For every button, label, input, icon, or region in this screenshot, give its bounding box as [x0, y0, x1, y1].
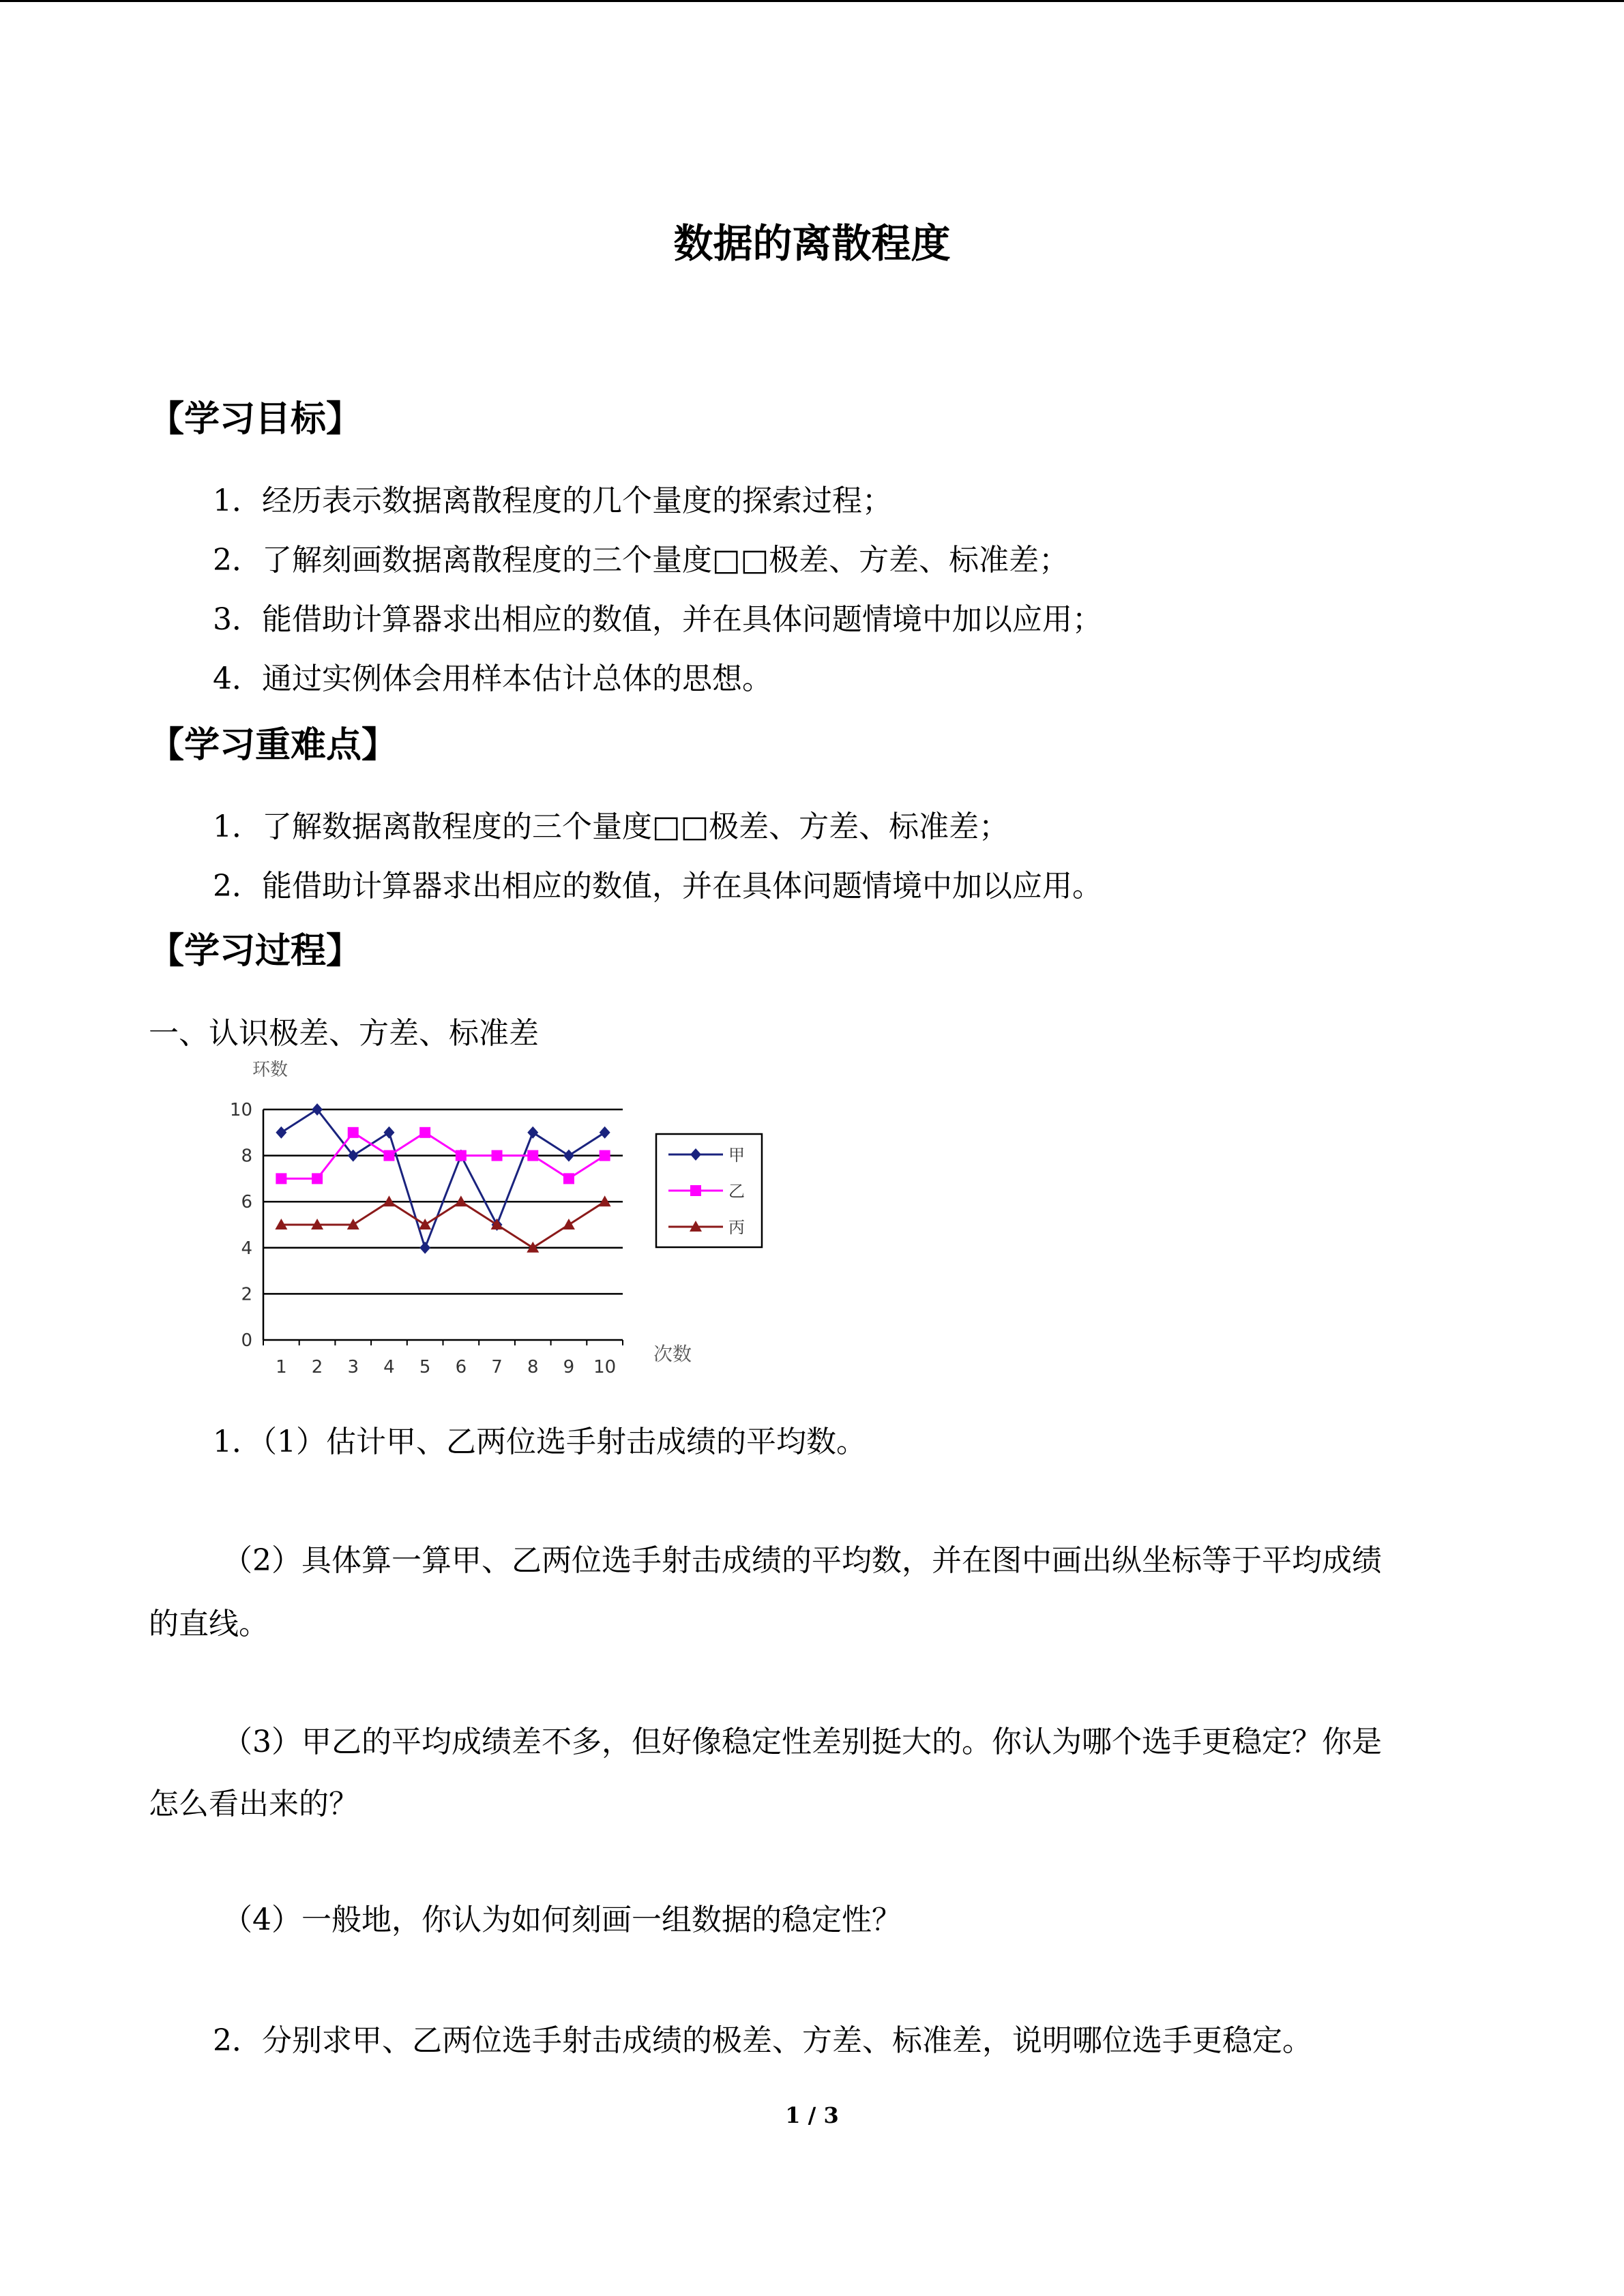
question-1-1: 1．（1）估计甲、乙两位选手射击成绩的平均数。	[213, 1425, 866, 1459]
top-border-line	[0, 0, 1624, 2]
y-tick-label: 10	[229, 1100, 252, 1120]
y-tick-label: 6	[241, 1192, 252, 1213]
series-2-point	[312, 1173, 323, 1184]
goal-item-4: 4．通过实例体会用样本估计总体的思想。	[213, 661, 772, 696]
series-2-point	[527, 1150, 538, 1161]
x-tick-label: 7	[491, 1357, 503, 1377]
legend-label-3: 丙	[728, 1218, 745, 1237]
question-2: 2．分别求甲、乙两位选手射击成绩的极差、方差、标准差，说明哪位选手更稳定。	[213, 2023, 1312, 2058]
x-tick-label: 5	[419, 1357, 431, 1377]
series-2-point	[563, 1173, 574, 1184]
process-subheading: 一、认识极差、方差、标准差	[149, 1016, 539, 1051]
page-number: 1 / 3	[785, 2102, 839, 2128]
x-tick-label: 6	[455, 1357, 467, 1377]
series-2-point	[456, 1150, 467, 1161]
x-tick-label: 9	[563, 1357, 575, 1377]
series-3-point	[563, 1219, 575, 1229]
series-line-3	[281, 1202, 604, 1248]
series-1-point	[419, 1242, 430, 1254]
x-tick-label: 4	[383, 1357, 395, 1377]
question-1-2-line2: 的直线。	[149, 1607, 269, 1641]
question-1-3-line2: 怎么看出来的？	[149, 1787, 359, 1821]
series-1-point	[563, 1150, 574, 1162]
y-tick-label: 0	[241, 1330, 252, 1351]
series-1-point	[276, 1127, 286, 1139]
y-tick-label: 4	[241, 1238, 252, 1259]
y-axis-label: 环数	[252, 1060, 289, 1080]
series-2-point	[348, 1127, 359, 1138]
question-1-3-line1: （3）甲乙的平均成绩差不多，但好像稳定性差别挺大的。你认为哪个选手更稳定？你是	[222, 1725, 1382, 1759]
x-tick-label: 10	[593, 1357, 617, 1377]
question-1-4: （4）一般地，你认为如何刻画一组数据的稳定性？	[222, 1903, 902, 1937]
series-1-point	[600, 1127, 610, 1139]
x-tick-label: 3	[347, 1357, 359, 1377]
series-1-point	[383, 1127, 394, 1139]
goal-item-1: 1．经历表示数据离散程度的几个量度的探索过程；	[213, 483, 892, 518]
series-2-point	[276, 1173, 286, 1184]
series-2-point	[492, 1150, 503, 1161]
process-heading: 【学习过程】	[149, 931, 362, 972]
x-axis-label: 次数	[653, 1343, 692, 1365]
y-tick-label: 2	[241, 1284, 252, 1305]
series-2-point	[600, 1150, 610, 1161]
keypoint-item-1: 1．了解数据离散程度的三个量度□□极差、方差、标准差；	[213, 809, 1009, 844]
goals-heading: 【学习目标】	[149, 399, 362, 440]
legend-label-2: 乙	[728, 1182, 745, 1201]
page-title: 数据的离散程度	[673, 220, 951, 267]
goal-item-2: 2．了解刻画数据离散程度的三个量度□□极差、方差、标准差；	[213, 543, 1069, 578]
keypoints-heading: 【学习重难点】	[149, 725, 398, 766]
series-2-point	[419, 1127, 430, 1138]
legend-marker-2	[690, 1185, 701, 1196]
x-tick-label: 2	[311, 1357, 323, 1377]
x-tick-label: 1	[276, 1357, 287, 1377]
series-line-1	[281, 1109, 604, 1248]
series-2-point	[383, 1150, 394, 1161]
x-tick-label: 8	[527, 1357, 539, 1377]
series-1-point	[527, 1127, 538, 1139]
keypoint-item-2: 2．能借助计算器求出相应的数值，并在具体问题情境中加以应用。	[213, 869, 1102, 904]
legend-label-1: 甲	[728, 1146, 745, 1165]
y-tick-label: 8	[241, 1146, 252, 1167]
goal-item-3: 3．能借助计算器求出相应的数值，并在具体问题情境中加以应用；	[213, 602, 1102, 637]
question-1-2-line1: （2）具体算一算甲、乙两位选手射击成绩的平均数，并在图中画出纵坐标等于平均成绩	[222, 1543, 1382, 1578]
shooting-scores-chart	[225, 1054, 745, 1381]
series-3-point	[419, 1219, 431, 1229]
